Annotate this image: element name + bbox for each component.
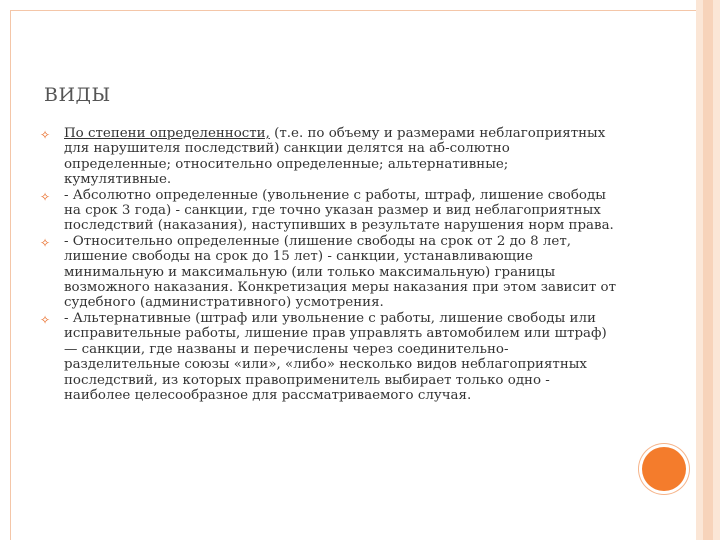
- right-decorative-band: [696, 0, 720, 540]
- bullet-3-text: - Относительно определенные (лишение свободы на срок от 2 до 8 лет, лишение свободы на срок до 15 лет) - санкции, устанавливающие минимальную и максимальную (или только максимальную) границы возможного наказания. Конкретизация меры наказания при этом зависит от судебного (административного) усмотрения.: [64, 233, 617, 311]
- bullet-2-text: - Абсолютно определенные (увольнение с работы, штраф, лишение свободы на срок 3 года) - санкции, где точно указан размер и вид неблагоприятных последствий (наказания), наступивших в результате нарушения норм права.: [64, 187, 614, 234]
- right-band-stripe: [703, 0, 713, 540]
- bullet-item-1: [36, 126, 616, 188]
- bullet-item-2: [36, 188, 616, 234]
- bullet-1-heading: По степени определенности,: [64, 126, 270, 141]
- bullet-list: [36, 126, 616, 403]
- bullet-1-text: (т.е. по объему и размерами неблагоприятных для нарушителя последствий) санкции делятся на аб-солютно определенные; относительно определенные; альтернативные; кумулятивные.: [64, 126, 606, 188]
- orange-circle-decoration: [642, 447, 686, 491]
- bullet-4-text: - Альтернативные (штраф или увольнение с работы, лишение свободы или исправительные работы, лишение прав управлять автомобилем или штраф) — санкции, где названы и перечислены через соединительно-разделительные союзы «или», «либо» несколько видов неблагоприятных последствий, из которых правоприменитель выбирает только одно - наиболее целесообразное для рассматриваемого случая.: [64, 310, 607, 403]
- diamond-bullet-icon: ✧: [40, 312, 51, 327]
- bullet-item-4: [36, 311, 616, 403]
- slide-title: ВИДЫ: [44, 84, 111, 106]
- diamond-bullet-icon: ✧: [40, 128, 51, 142]
- bullet-item-3: [36, 234, 616, 311]
- diamond-bullet-icon: ✧: [40, 235, 51, 250]
- diamond-bullet-icon: ✧: [40, 189, 51, 204]
